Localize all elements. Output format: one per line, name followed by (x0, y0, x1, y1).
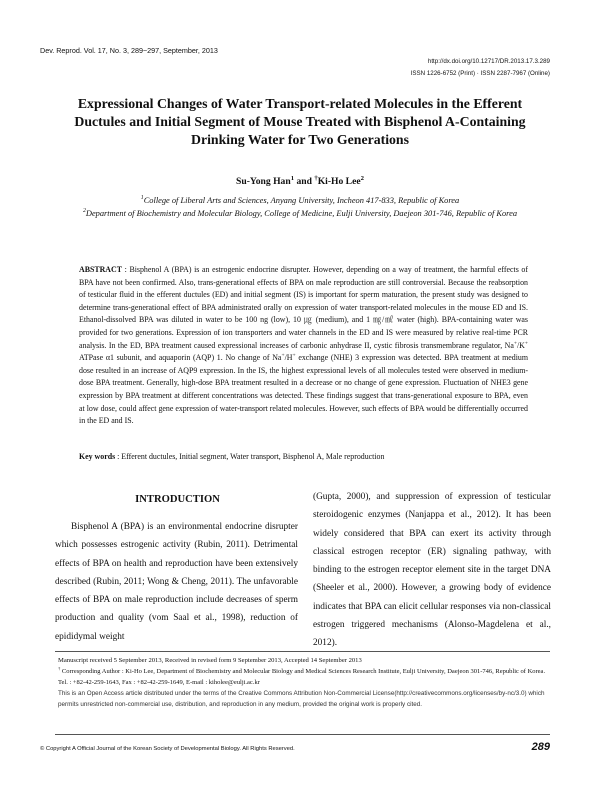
journal-reference: Dev. Reprod. Vol. 17, No. 3, 289~297, September, 2013 (40, 46, 218, 55)
manuscript-dates: Manuscript received 5 September 2013, Received in revised form 9 September 2013, Accepted 14 September 2013 (58, 657, 362, 664)
affiliations (80, 195, 520, 220)
abstract-text: ATPase α1 subunit, and aquaporin (AQP) 1. No change of Na (79, 353, 282, 363)
affiliation-marker: 2 (360, 174, 364, 182)
footer-divider (55, 734, 550, 735)
abstract (79, 264, 528, 428)
abstract-text: /H (284, 353, 293, 363)
affiliation-1 (80, 195, 520, 208)
affiliation-marker: 1 (290, 174, 295, 182)
doi-link[interactable]: http://dx.doi.org/10.12717/DR.2013.17.3.289 (427, 58, 550, 65)
keywords-label: Key words (79, 452, 116, 461)
corresponding-author-note (58, 667, 548, 688)
abstract-text: exchange (NHE) 3 expression was detected. BPA treatment at medium dose resulted in an increase of AQP9 expression. In the IS, the highest expressional levels of all molecules tested were observed in medium-dose BPA treatment. Generally, high-dose BPA treatment resulted in a decrease or no change of gene expression. Fluctuation of NHE3 gene expression by BPA treatment at different concentrations was detected. These findings suggest that trans-generational exposure to BPA, even at low dose, could affect gene expression of water-transport related molecules. However, such effects of BPA would be differentially occurred in the ED and IS. (79, 353, 528, 426)
abstract-text: /K (516, 340, 525, 350)
superscript: + (281, 352, 285, 359)
footnote-divider (55, 651, 550, 652)
page-number: 289 (531, 741, 550, 753)
keywords (79, 451, 528, 463)
abstract-text: : Bisphenol A (BPA) is an estrogenic endocrine disrupter. However, depending on a way of treatment, the harmful effects of BPA have not been confirmed. Also, trans-generational effects of BPA on male reproduction are still controversial. Because the reabsorption of testicular fluid in the efferent ductules (ED) and initial segment (IS) is important for sperm maturation, the present study was designed to determine trans-generational effect of BPA administrated orally on expression of water transport-related molecules in the mouse ED and IS. Ethanol-dissolved BPA was diluted in water to be 100 ng (low), 10 ㎍ (medium), and 1 ㎎/㎖ water (high). BPA-containing water was provided for two generations. Expression of ion transporters and water channels in the ED and IS were measured by relative real-time PCR analysis. In the ED, BPA treatment caused expressional increases of carbonic anhydrase II, cystic fibrosis transmembrane regulator, Na (79, 265, 528, 350)
paper-title: Expressional Changes of Water Transport-related Molecules in the Efferent Ductules and Initial Segment of Mouse Treated with Bisphenol A-Containing Drinking Water for Two Generations (74, 96, 526, 147)
affiliation-marker: 2 (82, 207, 86, 214)
affiliation-2 (80, 208, 520, 221)
corresponding-author-text: Corresponding Author : Ki-Ho Lee, Department of Biochemistry and Molecular Biology and Medical Sciences Research Institute, Eulji University, Daejeon 301-746, Republic of Korea. Tel. : +82-42-259-1643, Fax : +82-42-259-1649, E-mail : kiholee@eulji.ac.kr (58, 668, 546, 686)
author-conjunction: and (296, 176, 312, 187)
corresponding-marker: † (58, 665, 61, 671)
author-name: Ki-Ho Lee (317, 176, 361, 187)
keywords-text: : Efferent ductules, Initial segment, Water transport, Bisphenol A, Male reproduction (115, 452, 385, 461)
affiliation-marker: 1 (140, 195, 144, 202)
license-note: This is an Open Access article distributed under the terms of the Creative Commons Attribution Non-Commercial License(http://creativecommons.org/licenses/by-nc/3.0) which permits unrestricted non-commercial use, distribution, and reproduction in any medium, provided the original work is properly cited. (58, 690, 545, 708)
affiliation-text: Department of Biochemistry and Molecular Biology, College of Medicine, Eulji University, Daejeon 301-746, Republic of Korea (85, 208, 518, 218)
copyright-notice: © Copyright A Official Journal of the Korean Society of Developmental Biology. All Rights Reserved. (40, 746, 295, 752)
body-column-left: Bisphenol A (BPA) is an environmental endocrine disrupter which possesses estrogenic activity (Rubin, 2011). Detrimental effects of BPA on health and reproduction have been extensively described (Rubin, 2011; Wong & Cheng, 2011). The unfavorable effects of BPA on male reproduction include decreases of sperm production and quality (vom Saal et al., 1998), reduction of epididymal weight (55, 522, 298, 642)
superscript: + (524, 339, 528, 346)
author-name: Su-Yong Han (236, 176, 291, 187)
issn-line: ISSN 1226-6752 (Print) · ISSN 2287-7967 (Online) (410, 70, 550, 77)
section-heading: INTRODUCTION (135, 494, 220, 505)
affiliation-text: College of Liberal Arts and Sciences, Anyang University, Incheon 417-833, Republic of Korea (143, 196, 460, 205)
superscript: + (513, 339, 517, 346)
body-column-right: (Gupta, 2000), and suppression of expression of testicular steroidogenic enzymes (Nanjappa et al., 2012). It has been widely considered that BPA can exert its activity through classical estrogen receptor (ER) signaling pathway, with binding to the estrogen receptor element site in the target DNA (Sheeler et al., 2000). However, a growing body of evidence indicates that BPA can elicit cellular responses via non-classical estrogen triggered mechanisms (Alonso-Magdelena et al., 2012). (313, 492, 551, 649)
superscript: + (292, 352, 296, 359)
abstract-label: ABSTRACT (79, 265, 122, 274)
corresponding-marker: † (314, 174, 318, 182)
author-line (0, 176, 600, 187)
